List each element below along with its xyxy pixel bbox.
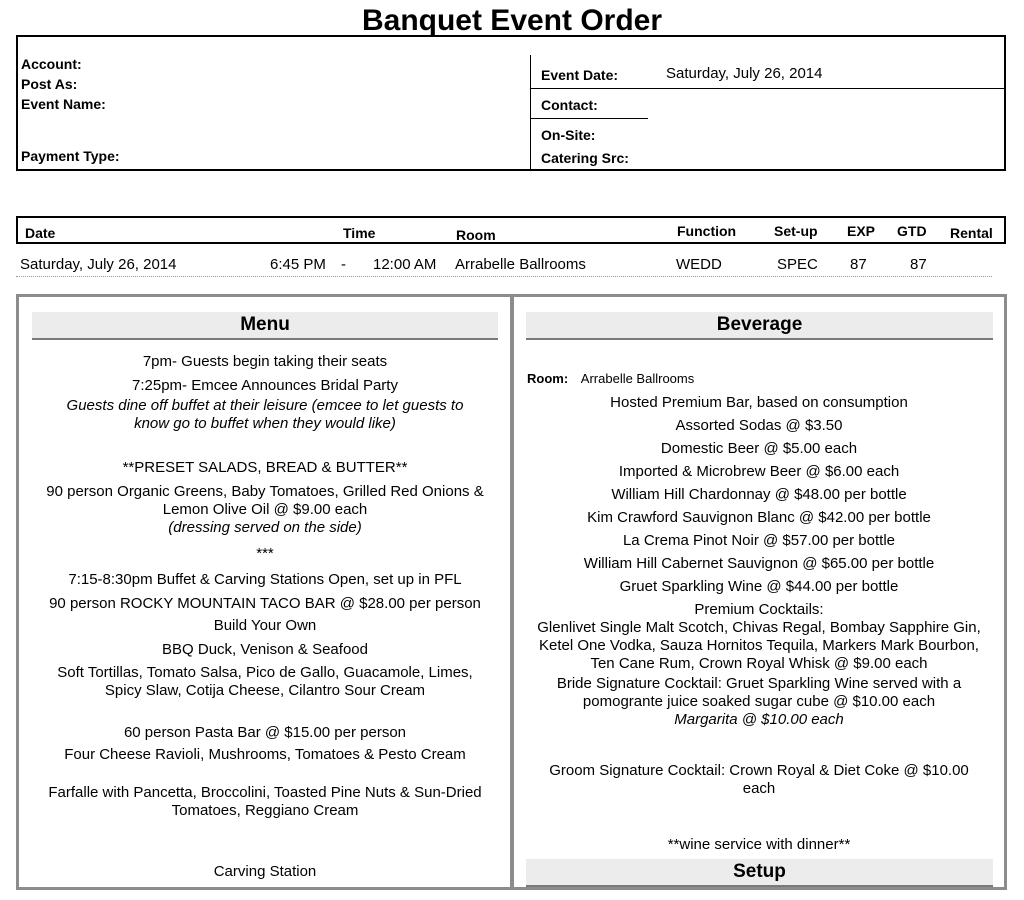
menu-line: *** — [256, 545, 274, 562]
menu-line: 7:15-8:30pm Buffet & Carving Stations Open, set up in PFL — [68, 571, 462, 588]
page-title: Banquet Event Order — [361, 4, 663, 37]
menu-line: 60 person Pasta Bar @ $15.00 per person — [123, 724, 407, 741]
row-separator — [16, 276, 992, 277]
beverage-line: Assorted Sodas @ $3.50 — [675, 417, 843, 434]
beverage-line: Imported & Microbrew Beer @ $6.00 each — [618, 463, 900, 480]
row-time-dash: - — [341, 256, 346, 273]
col-rental: Rental — [950, 225, 993, 241]
event-date-value: Saturday, July 26, 2014 — [666, 65, 823, 82]
beverage-line: William Hill Chardonnay @ $48.00 per bottle — [611, 486, 907, 503]
account-label: Account: — [21, 56, 82, 72]
menu-line: 7pm- Guests begin taking their seats — [142, 353, 388, 370]
beverage-line: La Crema Pinot Noir @ $57.00 per bottle — [622, 532, 896, 549]
row-date: Saturday, July 26, 2014 — [20, 256, 177, 273]
post-as-label: Post As: — [21, 76, 78, 92]
catering-src-label: Catering Src: — [541, 150, 629, 166]
menu-line: Build Your Own — [213, 617, 317, 634]
beverage-line: William Hill Cabernet Sauvignon @ $65.00 per bottle — [583, 555, 935, 572]
row-room: Arrabelle Ballrooms — [455, 256, 586, 273]
beverage-line: Kim Crawford Sauvignon Blanc @ $42.00 per bottle — [587, 509, 931, 526]
beverage-heading: Beverage — [526, 312, 993, 340]
beverage-room-value: Arrabelle Ballrooms — [580, 371, 695, 386]
menu-line: Guests dine off buffet at their leisure (emcee to let guests to know go to buffet when they would like) — [66, 397, 464, 432]
beverage-line: Domestic Beer @ $5.00 each — [660, 440, 858, 457]
event-date-label: Event Date: — [541, 67, 619, 83]
menu-heading: Menu — [32, 312, 498, 340]
beverage-content — [524, 394, 994, 854]
row-gtd: 87 — [910, 256, 927, 273]
row-setup: SPEC — [777, 256, 818, 273]
beverage-line: Premium Cocktails: — [694, 601, 824, 618]
beverage-line: Glenlivet Single Malt Scotch, Chivas Regal, Bombay Sapphire Gin, Ketel One Vodka, Sauza Hornitos Tequila, Markers Mark Bourbon, Ten Cane Rum, Crown Royal Whisk @ $9.00 each — [537, 619, 981, 672]
menu-line: Farfalle with Pancetta, Broccolini, Toasted Pine Nuts & Sun-Dried Tomatoes, Reggiano Cream — [48, 784, 482, 819]
onsite-label: On-Site: — [541, 127, 596, 143]
menu-line: 7:25pm- Emcee Announces Bridal Party — [132, 377, 398, 394]
menu-panel — [16, 294, 513, 890]
menu-line: Carving Station — [213, 863, 317, 880]
event-date-underline — [530, 88, 1006, 89]
col-setup: Set-up — [774, 223, 818, 239]
menu-line: Four Cheese Ravioli, Mushrooms, Tomatoes & Pesto Cream — [64, 746, 466, 763]
beverage-line: Groom Signature Cocktail: Crown Royal & Diet Coke @ $10.00 each — [549, 762, 969, 797]
schedule-row — [0, 256, 1024, 276]
payment-type-label: Payment Type: — [21, 148, 120, 164]
beverage-line: Margarita @ $10.00 each — [674, 711, 844, 728]
menu-line: Soft Tortillas, Tomato Salsa, Pico de Gallo, Guacamole, Limes, Spicy Slaw, Cotija Cheese, Cilantro Sour Cream — [57, 664, 473, 699]
menu-line: **PRESET SALADS, BREAD & BUTTER** — [122, 459, 408, 476]
col-date: Date — [25, 225, 56, 241]
beverage-line: Gruet Sparkling Wine @ $44.00 per bottle — [619, 578, 899, 595]
event-info-box — [16, 35, 1006, 171]
beverage-line: Bride Signature Cocktail: Gruet Sparkling Wine served with a pomogrante juice soaked sugar cube @ $10.00 each — [556, 675, 962, 710]
beverage-panel — [511, 294, 1007, 890]
contact-label: Contact: — [541, 97, 598, 113]
event-name-label: Event Name: — [21, 96, 106, 112]
header-divider — [530, 55, 531, 169]
beverage-room — [527, 371, 694, 386]
row-start-time: 6:45 PM — [270, 256, 326, 273]
setup-heading: Setup — [526, 859, 993, 887]
menu-line: 90 person ROCKY MOUNTAIN TACO BAR @ $28.00 per person — [49, 595, 481, 612]
contact-underline — [530, 118, 648, 119]
col-time: Time — [343, 225, 376, 241]
menu-content — [27, 353, 503, 881]
beverage-line: Hosted Premium Bar, based on consumption — [610, 394, 908, 411]
col-room: Room — [456, 227, 496, 243]
col-exp: EXP — [847, 223, 876, 239]
beverage-room-label: Room: — [527, 371, 569, 386]
menu-line: 90 person Organic Greens, Baby Tomatoes, Grilled Red Onions & Lemon Olive Oil @ $9.00 each — [46, 483, 484, 518]
menu-line: (dressing served on the side) — [168, 519, 362, 536]
schedule-header-row — [16, 216, 1006, 244]
beverage-line: **wine service with dinner** — [667, 836, 851, 853]
col-function: Function — [677, 223, 737, 239]
row-exp: 87 — [850, 256, 867, 273]
row-end-time: 12:00 AM — [373, 256, 437, 273]
col-gtd: GTD — [897, 223, 927, 239]
menu-line: BBQ Duck, Venison & Seafood — [162, 641, 368, 658]
row-function: WEDD — [676, 256, 722, 273]
